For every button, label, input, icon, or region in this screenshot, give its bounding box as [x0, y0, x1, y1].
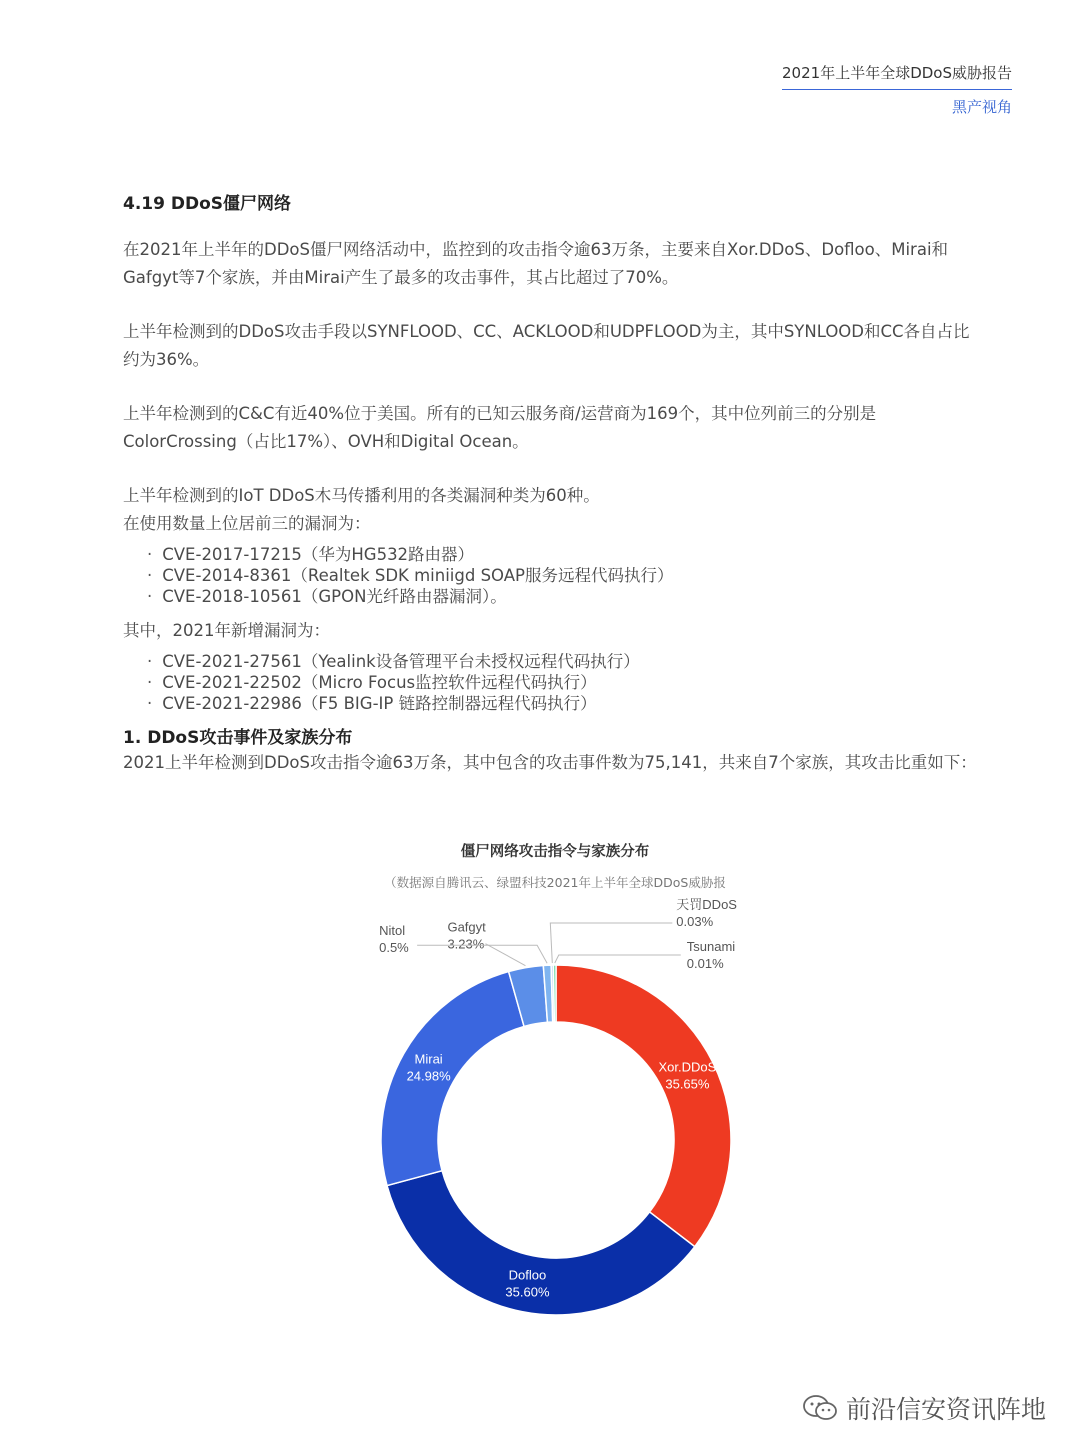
footer [802, 1390, 1046, 1426]
top-vuln-list [123, 544, 983, 607]
report-section: 黑产视角 [951, 98, 1012, 116]
paragraph-3: 上半年检测到的C&C有近40%位于美国。所有的已知云服务商/运营商为169个，其中位列前三的分别是ColorCrossing（占比17%）、OVH和Digital Ocean。 [123, 404, 877, 451]
donut-svg [330, 840, 780, 1330]
donut-chart [330, 840, 780, 1330]
data-label-mirai: Mirai 24.98% [406, 1051, 451, 1084]
list-item: · CVE-2014-8361（Realtek SDK miniigd SOAP服务远程代码执行） [147, 565, 983, 586]
list-item: · CVE-2021-22502（Micro Focus监控软件远程代码执行） [147, 672, 983, 693]
data-label-nitol: Nitol 0.5% [379, 923, 409, 956]
data-label-tianfa-ddos: 天罚DDoS 0.03% [676, 897, 737, 930]
list-item: · CVE-2017-17215（华为HG532路由器） [147, 544, 983, 565]
paragraph-1: 在2021年上半年的DDoS僵尸网络活动中，监控到的攻击指令逾63万条，主要来自Xor.DDoS、Dofloo、Mirai和Gafgyt等7个家族，并由Mirai产生了最多的攻击事件，其占比超过了70%。 [123, 240, 949, 287]
data-label-xor-ddos: Xor.DDoS 35.65% [658, 1059, 717, 1092]
list-item: · CVE-2018-10561（GPON光纤路由器漏洞）。 [147, 586, 983, 607]
list-item: · CVE-2021-27561（Yealink设备管理平台未授权远程代码执行） [147, 651, 983, 672]
chart-subtitle: （数据源自腾讯云、绿盟科技2021年上半年全球DDoS威胁报 [384, 875, 726, 890]
leader-line-tianfa [550, 923, 672, 963]
data-label-gafgyt: Gafgyt 3.23% [447, 919, 486, 952]
main-content [123, 190, 983, 774]
paragraph-2: 上半年检测到的DDoS攻击手段以SYNFLOOD、CC、ACKLOOD和UDPFLOOD为主，其中SYNLOOD和CC各自占比约为36%。 [123, 322, 970, 369]
wechat-icon [802, 1394, 838, 1422]
account-name: 前沿信安资讯阵地 [845, 1395, 1046, 1424]
chart-title: 僵尸网络攻击指令与家族分布 [460, 844, 650, 860]
list-item: · CVE-2021-22986（F5 BIG-IP 链路控制器远程代码执行） [147, 693, 983, 714]
page-header [782, 62, 1012, 117]
report-title: 2021年上半年全球DDoS威胁报告 [782, 62, 1012, 90]
section-title: 4.19 DDoS僵尸网络 [123, 194, 292, 214]
subsection-text: 2021上半年检测到DDoS攻击指令逾63万条，其中包含的攻击事件数为75,141，共来自7个家族，其攻击比重如下： [123, 753, 977, 772]
vuln-intro-1: 上半年检测到的IoT DDoS木马传播利用的各类漏洞种类为60种。 [123, 486, 600, 505]
new-vuln-intro: 其中，2021年新增漏洞为： [123, 621, 330, 640]
leader-line-tsunami [555, 955, 681, 963]
new-vuln-list [123, 651, 983, 714]
slice-tsunami [554, 965, 556, 1022]
slice-mirai [381, 972, 524, 1186]
subsection-title: 1. DDoS攻击事件及家族分布 [123, 728, 353, 748]
data-label-dofloo: Dofloo 35.60% [505, 1267, 550, 1300]
data-label-tsunami: Tsunami 0.01% [686, 939, 736, 972]
vuln-intro-2: 在使用数量上位居前三的漏洞为： [123, 514, 371, 533]
slice-xor-ddos [556, 965, 731, 1247]
leader-line-gafgyt [485, 944, 525, 966]
